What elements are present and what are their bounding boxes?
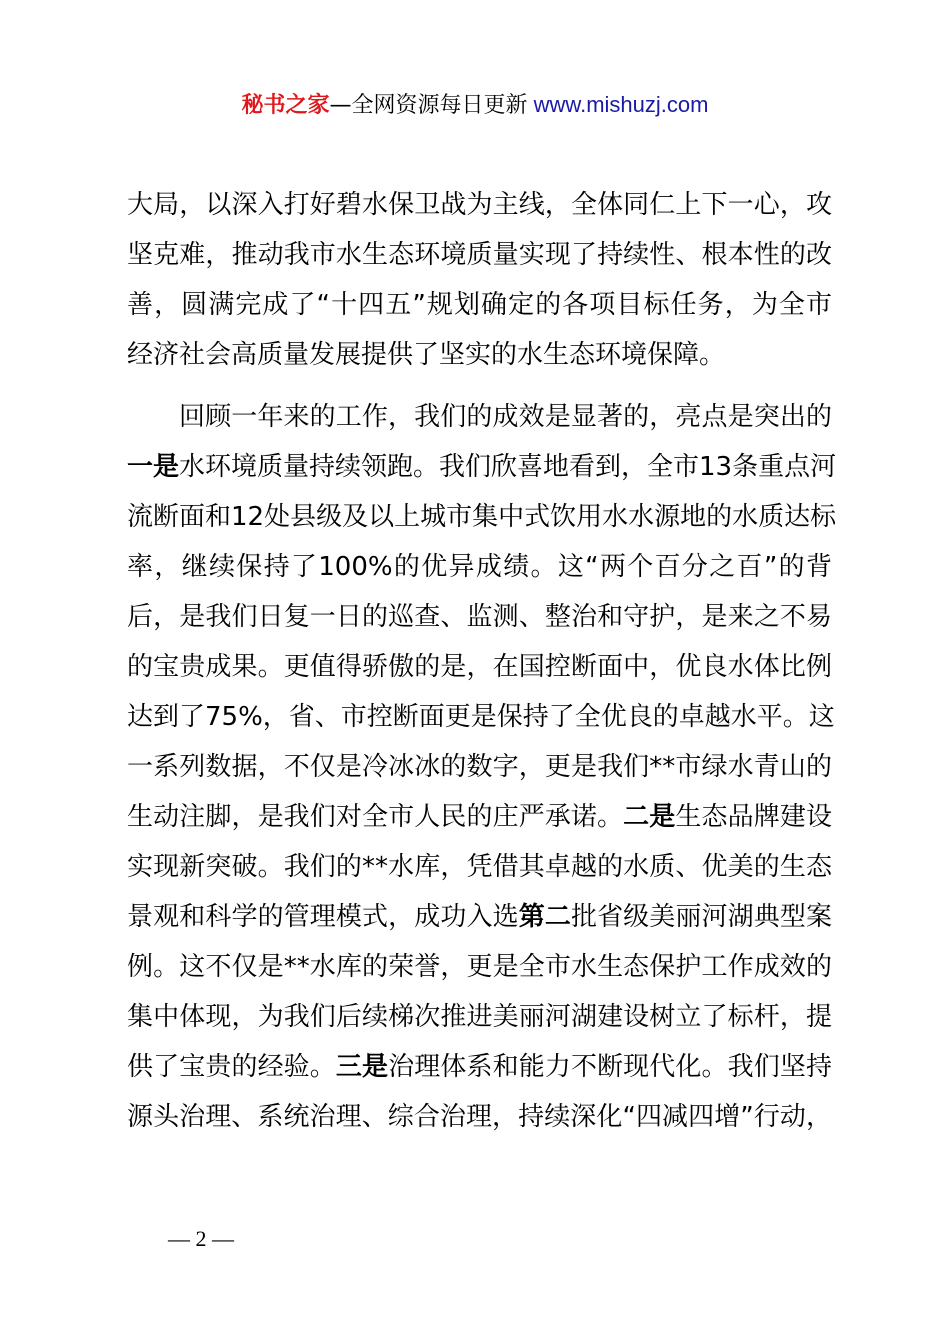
text-line: 实现新突破。我们的**水库，凭借其卓越的水质、优美的生态 (127, 852, 832, 882)
text-segment: 供了宝贵的经验。 (127, 1052, 336, 1082)
text-segment: 治理体系和能力不断现代化。我们坚持 (388, 1052, 832, 1082)
text-segment: 水环境质量持续领跑。我们欣喜地看到，全市13条重点河 (179, 452, 837, 482)
point-one-label: 一是 (127, 452, 180, 482)
text-segment: 景观和科学的管理模式，成功入选 (127, 902, 519, 932)
page-number: — 2 — (168, 1226, 234, 1251)
text-line: 例。这不仅是**水库的荣誉，更是全市水生态保护工作成效的 (127, 952, 832, 982)
bold-batch-label: 第二 (518, 902, 571, 932)
point-two-label: 二是 (623, 802, 676, 832)
text-segment: 批省级美丽河湖典型案 (570, 902, 832, 932)
text-line: 流断面和12处县级及以上城市集中式饮用水水源地的水质达标 (127, 502, 837, 532)
text-line: 善，圆满完成了“十四五”规划确定的各项目标任务，为全市 (127, 290, 832, 320)
site-header (0, 88, 950, 123)
text-line (127, 892, 832, 942)
text-line: 回顾一年来的工作，我们的成效是显著的，亮点是突出的 (179, 402, 832, 432)
text-line: 源头治理、系统治理、综合治理，持续深化“四减四增”行动， (127, 1102, 832, 1132)
text-line (127, 1042, 832, 1092)
text-segment: 生动注脚，是我们对全市人民的庄严承诺。 (127, 802, 624, 832)
document-body (127, 180, 837, 1142)
text-segment: 生态品牌建设 (675, 802, 832, 832)
text-line: 的宝贵成果。更值得骄傲的是，在国控断面中，优良水体比例 (127, 652, 832, 682)
site-brand: 秘书之家 (241, 93, 330, 118)
text-line: 大局，以深入打好碧水保卫战为主线，全体同仁上下一心，攻 (127, 190, 832, 220)
text-line: 经济社会高质量发展提供了坚实的水生态环境保障。 (127, 340, 726, 370)
text-line: 坚克难，推动我市水生态环境质量实现了持续性、根本性的改 (127, 240, 832, 270)
text-line (127, 442, 837, 492)
text-line (127, 792, 832, 842)
site-tagline: —全网资源每日更新 (329, 93, 528, 118)
text-line: 率，继续保持了100%的优异成绩。这“两个百分之百”的背 (127, 552, 832, 582)
text-line: 达到了75%，省、市控断面更是保持了全优良的卓越水平。这 (127, 702, 835, 732)
text-line: 一系列数据，不仅是冷冰冰的数字，更是我们**市绿水青山的 (127, 752, 832, 782)
point-three-label: 三是 (335, 1052, 389, 1082)
site-url: www.mishuzj.com (527, 92, 709, 117)
text-line: 集中体现，为我们后续梯次推进美丽河湖建设树立了标杆，提 (127, 1002, 832, 1032)
text-line: 后，是我们日复一日的巡查、监测、整治和守护，是来之不易 (127, 602, 832, 632)
